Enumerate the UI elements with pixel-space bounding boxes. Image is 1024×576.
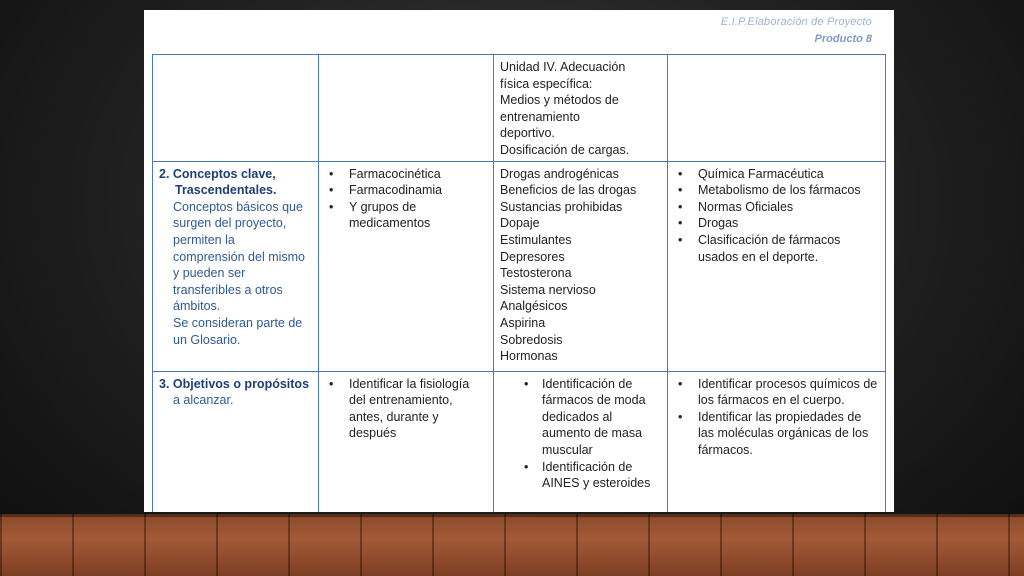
cell-text: Testosterona bbox=[500, 266, 572, 281]
planning-table bbox=[152, 54, 886, 512]
list-item: • Drogas bbox=[674, 215, 879, 232]
cell-text: Sistema nervioso bbox=[500, 282, 596, 297]
cell-text: Dosificación de cargas. bbox=[500, 142, 630, 157]
table-cell bbox=[494, 161, 668, 371]
cell-text: Analgésicos bbox=[500, 299, 568, 314]
row-title: 2. Conceptos clave, bbox=[159, 166, 276, 181]
cell-text: Sobredosis bbox=[500, 332, 563, 347]
document-page bbox=[144, 10, 894, 512]
list-item: • Identificar procesos químicos de los fármacos en el cuerpo. bbox=[674, 376, 879, 409]
list-item: • Farmacocinética bbox=[325, 166, 487, 183]
cell-text: Medios y métodos de bbox=[500, 93, 619, 108]
cell-text: Dopaje bbox=[500, 216, 540, 231]
list-item: • Identificación de AINES y esteroides bbox=[500, 459, 661, 492]
table-cell bbox=[668, 161, 886, 371]
cell-text: Depresores bbox=[500, 249, 565, 264]
list-item: • Clasificación de fármacos usados en el deporte. bbox=[674, 232, 879, 265]
wood-floor-backdrop bbox=[0, 514, 1024, 576]
table-cell bbox=[668, 371, 886, 512]
bullet-list bbox=[674, 376, 879, 459]
list-item: • Identificar las propiedades de las moléculas orgánicas de los fármacos. bbox=[674, 409, 879, 459]
list-item: • Metabolismo de los fármacos bbox=[674, 182, 879, 199]
table-row bbox=[153, 55, 886, 162]
row-title-cont: a alcanzar. bbox=[173, 393, 234, 408]
list-item: • Normas Oficiales bbox=[674, 199, 879, 216]
row-title-cont: Trascendentales. bbox=[175, 183, 277, 198]
cell-text: Beneficios de las drogas bbox=[500, 183, 637, 198]
objectives-heading-cell bbox=[153, 371, 319, 512]
cell-text: Aspirina bbox=[500, 315, 546, 330]
cell-text: Unidad IV. Adecuación bbox=[500, 60, 626, 74]
cell-text: Estimulantes bbox=[500, 232, 572, 247]
table-cell bbox=[319, 371, 494, 512]
header-product-label: Producto 8 bbox=[814, 33, 872, 45]
bullet-list bbox=[325, 376, 487, 442]
row-desc: Conceptos básicos que bbox=[173, 199, 303, 214]
table-cell bbox=[153, 55, 319, 162]
table-row bbox=[153, 161, 886, 371]
list-item: • Farmacodinamia bbox=[325, 182, 487, 199]
concepts-heading-cell bbox=[153, 161, 319, 371]
table-cell bbox=[319, 55, 494, 162]
list-item: • Identificación de fármacos de moda dedicados al aumento de masa muscular bbox=[500, 376, 661, 459]
bullet-list bbox=[500, 376, 661, 492]
row-desc: ámbitos. bbox=[173, 299, 221, 314]
row-desc: y pueden ser bbox=[173, 266, 246, 281]
cell-text: Sustancias prohibidas bbox=[500, 199, 623, 214]
row-desc: permiten la bbox=[173, 232, 235, 247]
row-desc: Se consideran parte de bbox=[173, 315, 303, 330]
cell-text: entrenamiento bbox=[500, 109, 580, 124]
cell-text: Hormonas bbox=[500, 349, 558, 364]
table-cell bbox=[319, 161, 494, 371]
cell-text: física específica: bbox=[500, 76, 593, 91]
cell-text: Drogas androgénicas bbox=[500, 166, 619, 181]
header-project-title: E.I.P.Elaboración de Proyecto bbox=[720, 16, 872, 28]
row-desc: comprensión del mismo bbox=[173, 249, 305, 264]
row-desc: un Glosario. bbox=[173, 332, 241, 347]
list-item: • Identificar la fisiología del entrenamiento, antes, durante y después bbox=[325, 376, 487, 442]
table-cell bbox=[494, 371, 668, 512]
bullet-list bbox=[674, 166, 879, 266]
list-item: • Química Farmacéutica bbox=[674, 166, 879, 183]
table-cell-unit bbox=[494, 55, 668, 162]
row-title: 3. Objetivos o propósitos bbox=[159, 376, 310, 391]
row-desc: surgen del proyecto, bbox=[173, 216, 287, 231]
cell-text: deportivo. bbox=[500, 126, 555, 141]
bullet-list bbox=[325, 166, 487, 232]
table-row bbox=[153, 371, 886, 512]
table-cell bbox=[668, 55, 886, 162]
list-item: • Y grupos de medicamentos bbox=[325, 199, 487, 232]
row-desc: transferibles a otros bbox=[173, 282, 283, 297]
